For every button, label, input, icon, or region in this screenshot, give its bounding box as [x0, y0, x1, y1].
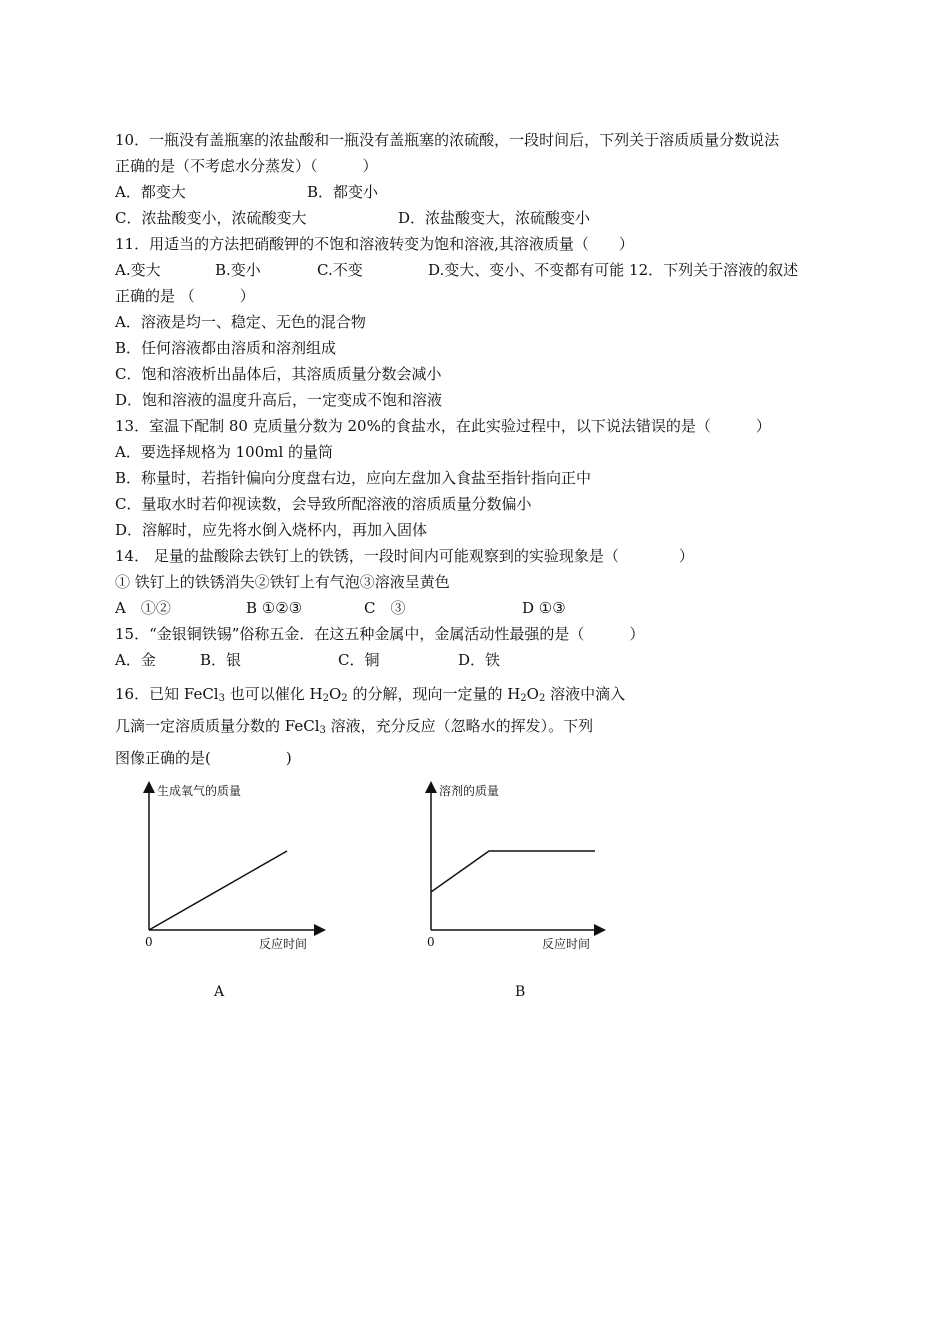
- q15-option-d: D．铁: [458, 651, 501, 669]
- q14-option-d: D ①③: [522, 599, 566, 617]
- q10-option-c: C．浓盐酸变小，浓硫酸变大: [115, 209, 307, 227]
- q12-option-a: A．溶液是均一、稳定、无色的混合物: [115, 313, 366, 331]
- q11-option-b: B.变小: [215, 261, 261, 279]
- graph-a-origin: 0: [145, 935, 153, 949]
- q10-option-a: A．都变大: [115, 183, 186, 201]
- q15-option-a: A．金: [115, 651, 156, 669]
- q15-option-c: C．铜: [338, 651, 380, 669]
- q16-stem-line1: 16．已知 FeCl$_3$ 也可以催化 $H_2O_2$ 的分解，现向一定量的 $H_2O_2$ 溶液中滴入: [115, 685, 626, 704]
- q11-option-d: D.变大、变小、不变都有可能 12．下列关于溶液的叙述: [428, 261, 799, 279]
- q13-option-c: C．量取水时若仰视读数，会导致所配溶液的溶质质量分数偏小: [115, 495, 532, 513]
- q14-option-c: C ③: [364, 599, 406, 617]
- q11-option-c: C.不变: [317, 261, 363, 279]
- q10-stem-line1: 10．一瓶没有盖瓶塞的浓盐酸和一瓶没有盖瓶塞的浓硫酸，一段时间后，下列关于溶质质量分数说法: [115, 131, 780, 149]
- q13-option-a: A．要选择规格为 100ml 的量筒: [115, 443, 334, 461]
- q14-phenomena: ① 铁钉上的铁锈消失②铁钉上有气泡③溶液呈黄色: [115, 573, 450, 591]
- q12-option-c: C．饱和溶液析出晶体后，其溶质质量分数会减小: [115, 365, 442, 383]
- q10-stem-line2: 正确的是（不考虑水分蒸发）（ ）: [115, 157, 378, 175]
- q16-stem-line3: 图像正确的是( ): [115, 749, 292, 767]
- q11-option-a: A.变大: [115, 261, 161, 279]
- q15-option-b: B．银: [200, 651, 242, 669]
- q10-option-d: D．浓盐酸变大，浓硫酸变小: [398, 209, 591, 227]
- graph-b: [415, 775, 615, 960]
- q12-option-b: B．任何溶液都由溶质和溶剂组成: [115, 339, 337, 357]
- q13-option-d: D．溶解时，应先将水倒入烧杯内，再加入固体: [115, 521, 428, 539]
- graph-b-caption: B: [515, 984, 526, 1000]
- q13-option-b: B．称量时，若指针偏向分度盘右边，应向左盘加入食盐至指针指向正中: [115, 469, 592, 487]
- graph-a-curve: [149, 851, 287, 930]
- q13-stem: 13．室温下配制 80 克质量分数为 20%的食盐水，在此实验过程中，以下说法错误的是（ ）: [115, 417, 771, 435]
- graph-a-xlabel: 反应时间: [259, 937, 308, 951]
- q14-option-b: B ①②③: [246, 599, 303, 617]
- q15-stem: 15．“金银铜铁锡”俗称五金．在这五种金属中，金属活动性最强的是（ ）: [115, 625, 645, 643]
- graph-b-ylabel: 溶剂的质量: [439, 784, 500, 798]
- graph-a: [135, 775, 335, 960]
- q12-stem: 正确的是 （ ）: [115, 287, 255, 305]
- q16-stem-line2: 几滴一定溶质质量分数的 FeCl$_3$ 溶液，充分反应（忽略水的挥发）。下列: [115, 717, 594, 736]
- graph-b-origin: 0: [427, 935, 435, 949]
- graph-a-ylabel: 生成氧气的质量: [157, 784, 242, 798]
- q12-option-d: D．饱和溶液的温度升高后，一定变成不饱和溶液: [115, 391, 443, 409]
- graph-a-caption: A: [214, 984, 225, 1000]
- q11-stem: 11．用适当的方法把硝酸钾的不饱和溶液转变为饱和溶液,其溶液质量（ ）: [115, 235, 634, 253]
- q14-stem: 14． 足量的盐酸除去铁钉上的铁锈，一段时间内可能观察到的实验现象是（ ）: [115, 547, 694, 565]
- graph-b-xlabel: 反应时间: [542, 937, 591, 951]
- q10-option-b: B．都变小: [307, 183, 379, 201]
- q14-option-a: A ①②: [115, 599, 171, 617]
- graph-b-curve: [431, 851, 595, 892]
